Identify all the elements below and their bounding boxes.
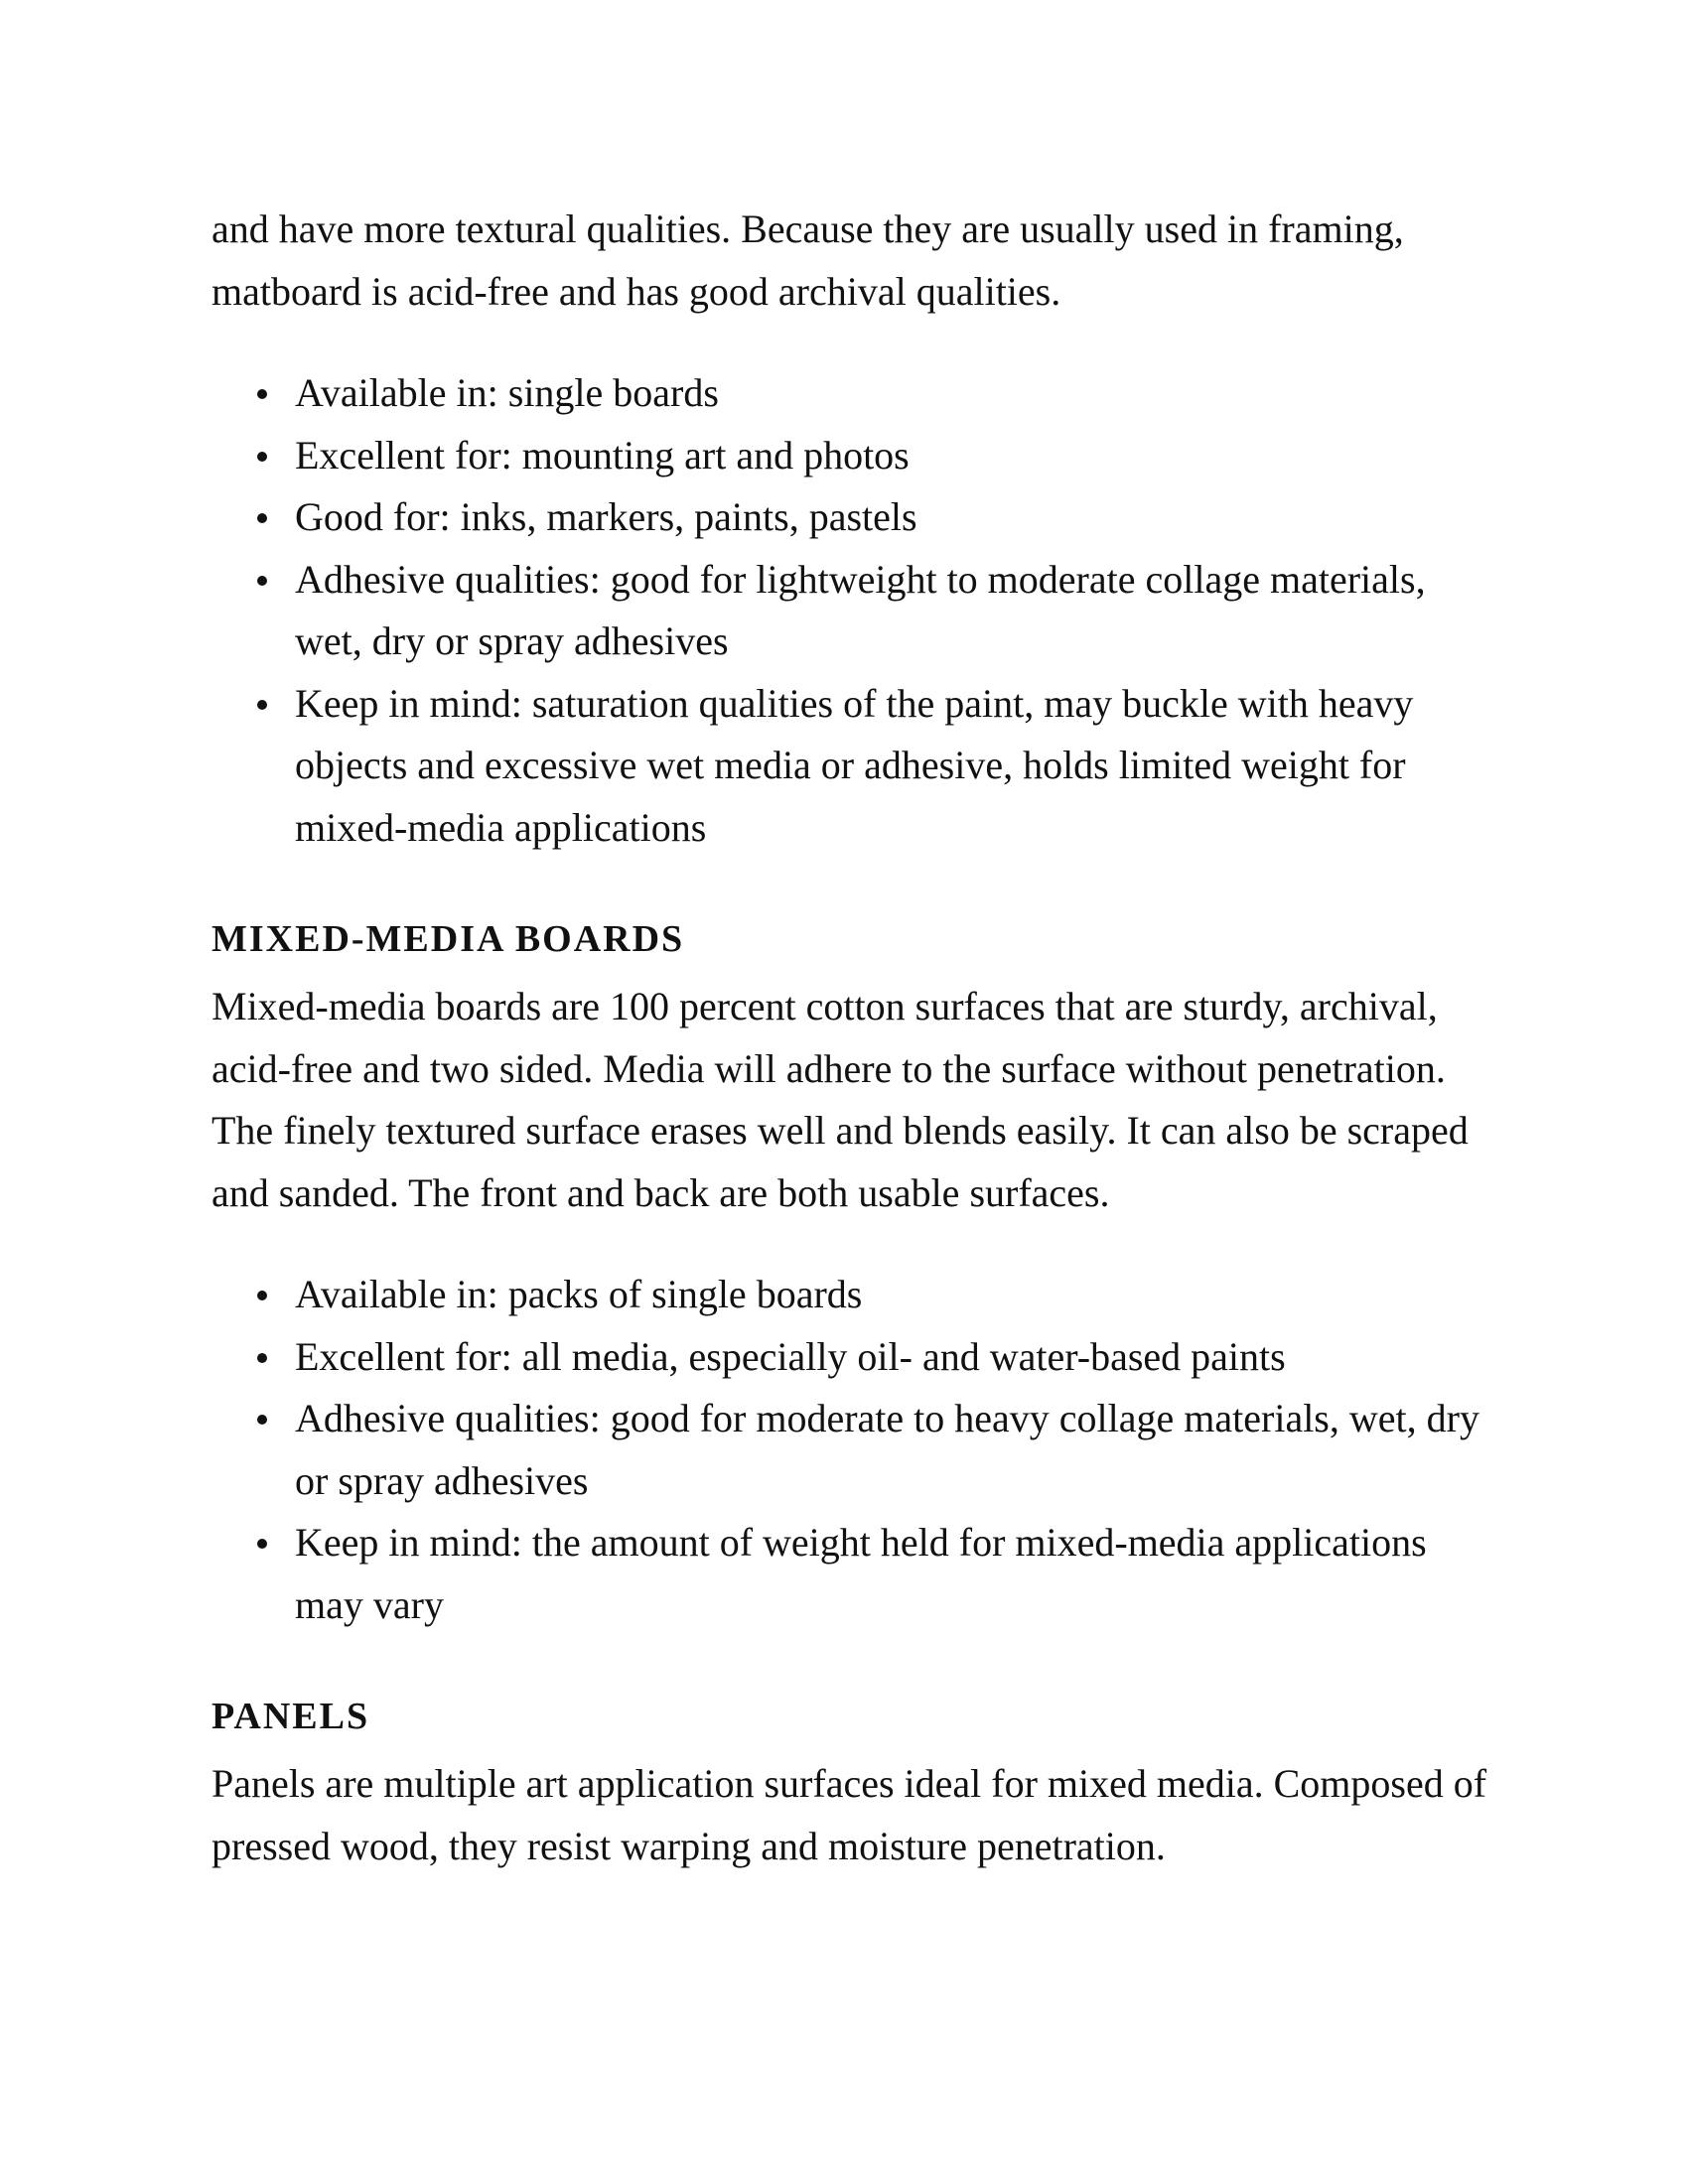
list-item <box>211 1326 1502 1389</box>
list-item <box>211 1388 1502 1512</box>
bullet-icon <box>257 700 267 710</box>
list-item-text: Excellent for: all media, especially oil- and water-based paints <box>295 1333 1286 1379</box>
mixed-media-section <box>211 908 1502 1636</box>
section-paragraph: Mixed-media boards are 100 percent cotton surfaces that are sturdy, archival, acid-free and two sided. Media will adhere to the surface without penetration. The finely textured surface erases well and blends easily. It can also be scraped and sanded. The front and back are both usable surfaces. <box>211 984 1469 1215</box>
list-item <box>211 673 1502 860</box>
section-heading: MIXED-MEDIA BOARDS <box>211 918 685 960</box>
bullet-icon <box>257 389 267 399</box>
list-item-text: Keep in mind: the amount of weight held for mixed-media applications may vary <box>295 1520 1427 1627</box>
list-item-text: Good for: inks, markers, paints, pastels <box>295 494 917 539</box>
matboard-bullet-list <box>211 362 1502 859</box>
list-item <box>211 362 1502 425</box>
intro-paragraph: and have more textural qualities. Because they are usually used in framing, matboard is acid-free and has good archival qualities. <box>211 206 1404 314</box>
document-page <box>211 199 1502 1877</box>
list-item <box>211 549 1502 673</box>
mixed-media-bullet-list <box>211 1264 1502 1636</box>
bullet-icon <box>257 576 267 586</box>
section-paragraph: Panels are multiple art application surfaces ideal for mixed media. Composed of pressed wood, they resist warping and moisture penetration. <box>211 1761 1487 1868</box>
bullet-icon <box>257 1353 267 1363</box>
list-item <box>211 1264 1502 1326</box>
bullet-icon <box>257 513 267 523</box>
list-item <box>211 486 1502 549</box>
list-item <box>211 425 1502 487</box>
list-item <box>211 1512 1502 1636</box>
list-item-text: Adhesive qualities: good for lightweight to moderate collage materials, wet, dry or spray adhesives <box>295 556 1426 663</box>
list-item-text: Available in: single boards <box>295 370 719 415</box>
list-item-text: Available in: packs of single boards <box>295 1272 863 1316</box>
bullet-icon <box>257 1291 267 1300</box>
list-item-text: Keep in mind: saturation qualities of the paint, may buckle with heavy objects and excessive wet media or adhesive, holds limited weight for mixed-media applications <box>295 680 1414 850</box>
bullet-icon <box>257 1415 267 1425</box>
list-item-text: Excellent for: mounting art and photos <box>295 432 910 478</box>
bullet-icon <box>257 1539 267 1549</box>
panels-section <box>211 1686 1502 1877</box>
list-item-text: Adhesive qualities: good for moderate to heavy collage materials, wet, dry or spray adhesives <box>295 1396 1479 1503</box>
section-heading: PANELS <box>211 1696 370 1737</box>
bullet-icon <box>257 452 267 462</box>
